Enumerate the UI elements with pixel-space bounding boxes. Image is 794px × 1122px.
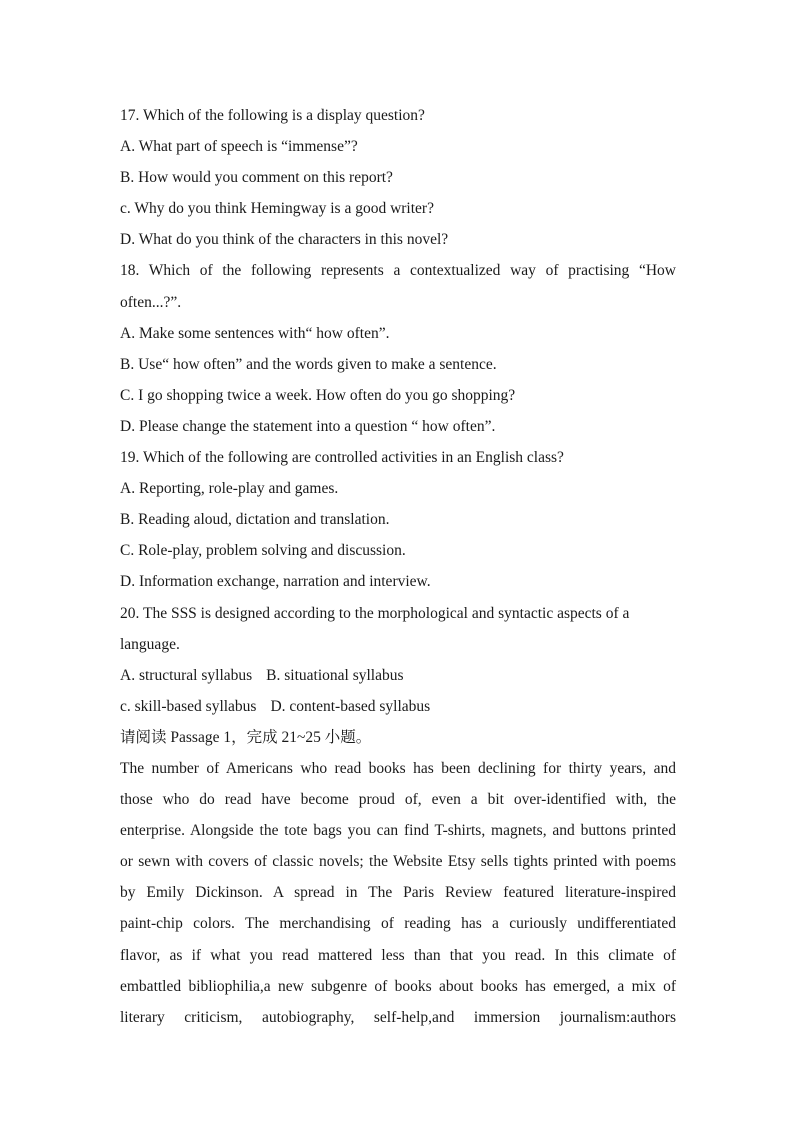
question-18-option-b: B. Use“ how often” and the words given to make a sentence.	[120, 355, 497, 373]
passage-line-4: or sewn with covers of classic novels; the Website Etsy sells tights printed with poems	[120, 853, 676, 871]
question-20-stem-line-2: language.	[120, 635, 180, 653]
question-19-option-b: B. Reading aloud, dictation and translation.	[120, 511, 390, 529]
question-20-option-a: A. structural syllabus	[120, 666, 253, 684]
question-20-option-b: B. situational syllabus	[266, 666, 404, 684]
passage-line-5: by Emily Dickinson. A spread in The Paris Review featured literature-inspired	[120, 884, 676, 902]
passage-line-3: enterprise. Alongside the tote bags you can find T-shirts, magnets, and buttons printed	[120, 822, 676, 840]
question-18-option-c: C. I go shopping twice a week. How often do you go shopping?	[120, 386, 516, 404]
document-page	[120, 100, 676, 1033]
question-20-option-d: D. content-based syllabus	[270, 697, 431, 715]
question-19-option-a: A. Reporting, role-play and games.	[120, 480, 339, 498]
question-20-option-c: c. skill-based syllabus	[120, 697, 257, 715]
question-20-option-row-1	[120, 660, 676, 691]
question-20-stem-line-1: 20. The SSS is designed according to the morphological and syntactic aspects of a	[120, 604, 630, 622]
passage-instruction: 请阅读 Passage 1，完成 21~25 小题。	[120, 728, 372, 746]
question-20-option-row-2	[120, 691, 676, 722]
passage-line-1: The number of Americans who read books has been declining for thirty years, and	[120, 759, 676, 777]
passage-line-6: paint-chip colors. The merchandising of reading has a curiously undifferentiated	[120, 915, 676, 933]
passage-line-2: those who do read have become proud of, even a bit over-identified with, the	[120, 791, 676, 809]
question-18-stem-line-1: 18. Which of the following represents a contextualized way of practising “How	[120, 262, 676, 280]
question-17-option-b: B. How would you comment on this report?	[120, 169, 393, 187]
passage-line-7: flavor, as if what you read mattered less than that you read. In this climate of	[120, 946, 676, 964]
passage-line-9: literary criticism, autobiography, self-help,and immersion journalism:authors	[120, 1008, 676, 1026]
question-17-stem: 17. Which of the following is a display question?	[120, 107, 425, 124]
question-19-option-c: C. Role-play, problem solving and discussion.	[120, 542, 406, 560]
question-18-option-a: A. Make some sentences with“ how often”.	[120, 324, 390, 342]
question-17-option-a: A. What part of speech is “immense”?	[120, 138, 358, 156]
question-19-stem: 19. Which of the following are controlled activities in an English class?	[120, 449, 564, 467]
question-17-option-d: D. What do you think of the characters in this novel?	[120, 231, 449, 249]
question-18-stem-line-2: often...?”.	[120, 293, 182, 311]
question-18-option-d: D. Please change the statement into a question “ how often”.	[120, 417, 496, 435]
question-19-option-d: D. Information exchange, narration and interview.	[120, 573, 431, 591]
passage-line-8: embattled bibliophilia,a new subgenre of books about books has emerged, a mix of	[120, 977, 676, 995]
question-17-option-c: c. Why do you think Hemingway is a good writer?	[120, 200, 434, 218]
